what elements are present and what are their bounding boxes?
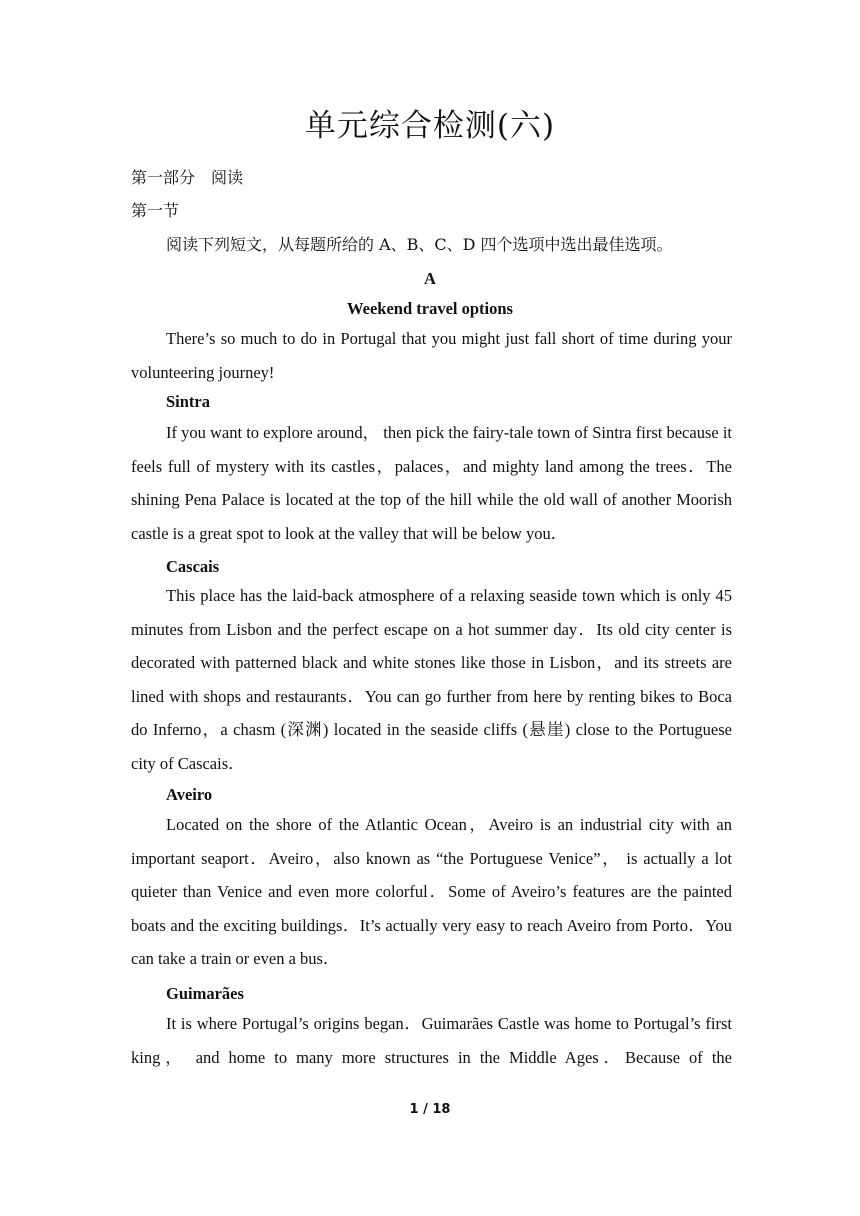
instruction-text: 阅读下列短文，从每题所给的 A、B、C、D 四个选项中选出最佳选项。: [166, 235, 673, 254]
section-heading: 第一节: [131, 201, 180, 220]
section-text-sintra: If you want to explore around， then pick the fairy-tale town of Sintra first because it feels full of mystery with its castles，palaces，and mighty land among the trees．The shining Pena Palace is located at the top of the hill while the old wall of another Moorish castle is a great spot to look at the valley that will be below you．: [131, 423, 732, 543]
section-heading-sintra: Sintra: [166, 392, 211, 411]
section-heading-cascais: Cascais: [166, 557, 220, 576]
section-text-cascais: This place has the laid-back atmosphere of a relaxing seaside town which is only 45 minutes from Lisbon and the perfect escape on a hot summer day．Its old city center is decorated with patterned black and white stones like those in Lisbon，and its streets are lined with shops and restaurants．You can go further from here by renting bikes to Boca do Inferno，a chasm (深渊) located in the seaside cliffs (悬崖) close to the Portuguese city of Cascais．: [131, 586, 732, 773]
intro-paragraph: There’s so much to do in Portugal that you might just fall short of time during your volunteering journey!: [131, 329, 732, 382]
section-text-aveiro: Located on the shore of the Atlantic Ocean，Aveiro is an industrial city with an important seaport．Aveiro，also known as “the Portuguese Venice”， is actually a lot quieter than Venice and even more colorful．Some of Aveiro’s features are the painted boats and the exciting buildings．It’s actually very easy to reach Aveiro from Porto．You can take a train or even a bus．: [131, 815, 732, 968]
page-number: 1 / 18: [409, 1102, 451, 1117]
page-title: 单元综合检测(六): [304, 108, 556, 144]
section-text-guimaraes: It is where Portugal’s origins began．Guimarães Castle was home to Portugal’s first king， and home to many more structures in the Middle Ages．Because of the: [131, 1014, 732, 1067]
passage-label: A: [424, 269, 436, 288]
section-heading-guimaraes: Guimarães: [166, 984, 244, 1003]
passage-title: Weekend travel options: [347, 299, 513, 318]
section-heading-aveiro: Aveiro: [166, 785, 213, 804]
part-heading: 第一部分 阅读: [131, 168, 244, 187]
